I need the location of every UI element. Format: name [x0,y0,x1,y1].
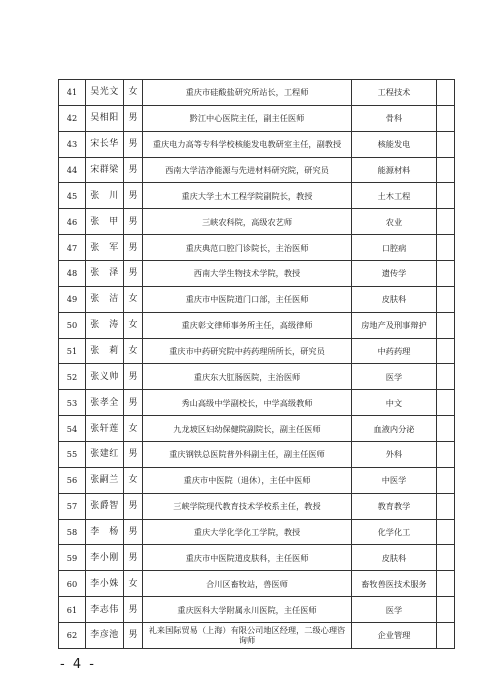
unit-and-title: 三峡农科院，高级农艺师 [143,209,352,235]
empty-cell [437,519,455,545]
specialty-field: 能源材料 [352,157,437,183]
gender: 男 [124,183,143,209]
empty-cell [437,623,455,649]
person-name: 李 杨 [86,519,124,545]
gender: 男 [124,131,143,157]
page-number: - 4 - [60,657,96,672]
specialty-field: 口腔病 [352,235,437,261]
empty-cell [437,286,455,312]
person-name: 吴光文 [86,80,124,106]
table-row [59,390,455,416]
row-number: 50 [59,312,86,338]
table-row [59,545,455,571]
table-row [59,286,455,312]
empty-cell [437,571,455,597]
gender: 男 [124,519,143,545]
unit-and-title: 西南大学生物技术学院，教授 [143,261,352,287]
row-number: 52 [59,364,86,390]
empty-cell [437,183,455,209]
person-name: 张孝全 [86,390,124,416]
empty-cell [437,235,455,261]
gender: 男 [124,390,143,416]
specialty-field: 皮肤科 [352,286,437,312]
person-name: 张 甲 [86,209,124,235]
empty-cell [437,131,455,157]
table-row [59,80,455,106]
expert-roster-table [58,79,455,649]
gender: 女 [124,80,143,106]
specialty-field: 房地产及刑事辩护 [352,312,437,338]
unit-and-title: 重庆典范口腔门诊院长，主治医师 [143,235,352,261]
gender: 女 [124,571,143,597]
table-row [59,416,455,442]
unit-and-title: 重庆大学土木工程学院副院长，教授 [143,183,352,209]
row-number: 54 [59,416,86,442]
empty-cell [437,105,455,131]
row-number: 58 [59,519,86,545]
person-name: 张 川 [86,183,124,209]
unit-and-title: 礼来国际贸易（上海）有限公司地区经理，二级心理咨询师 [143,623,352,649]
table-row [59,571,455,597]
unit-and-title: 重庆市硅酸盐研究所站长，工程师 [143,80,352,106]
empty-cell [437,312,455,338]
empty-cell [437,442,455,468]
table-row [59,261,455,287]
row-number: 53 [59,390,86,416]
gender: 女 [124,312,143,338]
row-number: 62 [59,623,86,649]
table-row [59,519,455,545]
empty-cell [437,545,455,571]
person-name: 宋长华 [86,131,124,157]
unit-and-title: 重庆电力高等专科学校核能发电教研室主任，副教授 [143,131,352,157]
empty-cell [437,467,455,493]
person-name: 李小刚 [86,545,124,571]
person-name: 张 泽 [86,261,124,287]
empty-cell [437,261,455,287]
gender: 男 [124,442,143,468]
unit-and-title: 重庆医科大学附属永川医院，主任医师 [143,597,352,623]
row-number: 44 [59,157,86,183]
roster-body [59,80,455,649]
row-number: 57 [59,493,86,519]
gender: 男 [124,597,143,623]
gender: 男 [124,364,143,390]
gender: 女 [124,286,143,312]
empty-cell [437,209,455,235]
unit-and-title: 重庆市中医院（退休），主任中医师 [143,467,352,493]
gender: 男 [124,209,143,235]
person-name: 张爵智 [86,493,124,519]
person-name: 张嗣兰 [86,467,124,493]
row-number: 46 [59,209,86,235]
person-name: 李彦池 [86,623,124,649]
specialty-field: 中文 [352,390,437,416]
unit-and-title: 重庆市中药研究院中药药理所所长，研究员 [143,338,352,364]
table-row [59,467,455,493]
table-row [59,105,455,131]
gender: 女 [124,416,143,442]
row-number: 49 [59,286,86,312]
gender: 男 [124,105,143,131]
gender: 女 [124,467,143,493]
row-number: 59 [59,545,86,571]
unit-and-title: 重庆钢铁总医院普外科副主任，副主任医师 [143,442,352,468]
table-row [59,183,455,209]
empty-cell [437,390,455,416]
empty-cell [437,597,455,623]
empty-cell [437,157,455,183]
specialty-field: 血液内分泌 [352,416,437,442]
person-name: 张 军 [86,235,124,261]
specialty-field: 医学 [352,364,437,390]
person-name: 李志伟 [86,597,124,623]
table-row [59,338,455,364]
specialty-field: 化学化工 [352,519,437,545]
row-number: 42 [59,105,86,131]
row-number: 48 [59,261,86,287]
specialty-field: 皮肤科 [352,545,437,571]
unit-and-title: 重庆大学化学化工学院，教授 [143,519,352,545]
empty-cell [437,416,455,442]
unit-and-title: 三峡学院现代教育技术学校系主任，教授 [143,493,352,519]
specialty-field: 中药药理 [352,338,437,364]
table-row [59,442,455,468]
table-row [59,623,455,649]
specialty-field: 遗传学 [352,261,437,287]
person-name: 张义帅 [86,364,124,390]
unit-and-title: 重庆彰文律师事务所主任，高级律师 [143,312,352,338]
table-row [59,493,455,519]
gender: 男 [124,157,143,183]
person-name: 吴相阳 [86,105,124,131]
gender: 男 [124,493,143,519]
specialty-field: 土木工程 [352,183,437,209]
table-row [59,131,455,157]
unit-and-title: 重庆市中医院道皮肤科，主任医师 [143,545,352,571]
specialty-field: 中医学 [352,467,437,493]
person-name: 张 洁 [86,286,124,312]
table-row [59,312,455,338]
empty-cell [437,364,455,390]
specialty-field: 企业管理 [352,623,437,649]
gender: 女 [124,338,143,364]
gender: 男 [124,261,143,287]
gender: 男 [124,235,143,261]
unit-and-title: 九龙坡区妇幼保健院副院长，副主任医师 [143,416,352,442]
specialty-field: 骨科 [352,105,437,131]
gender: 男 [124,545,143,571]
specialty-field: 农业 [352,209,437,235]
table-row [59,364,455,390]
table-row [59,209,455,235]
empty-cell [437,493,455,519]
row-number: 41 [59,80,86,106]
gender: 男 [124,623,143,649]
person-name: 张建红 [86,442,124,468]
row-number: 51 [59,338,86,364]
specialty-field: 教育教学 [352,493,437,519]
specialty-field: 外科 [352,442,437,468]
person-name: 张轩莲 [86,416,124,442]
unit-and-title: 秀山高级中学副校长，中学高级教师 [143,390,352,416]
table-row [59,597,455,623]
row-number: 45 [59,183,86,209]
row-number: 61 [59,597,86,623]
person-name: 李小姝 [86,571,124,597]
unit-and-title: 重庆市中医院道门口部，主任医师 [143,286,352,312]
unit-and-title: 黔江中心医院主任，副主任医师 [143,105,352,131]
specialty-field: 核能发电 [352,131,437,157]
empty-cell [437,80,455,106]
row-number: 47 [59,235,86,261]
row-number: 43 [59,131,86,157]
unit-and-title: 合川区畜牧站，兽医师 [143,571,352,597]
table-row [59,235,455,261]
row-number: 55 [59,442,86,468]
unit-and-title: 重庆东大肛肠医院，主治医师 [143,364,352,390]
table-row [59,157,455,183]
specialty-field: 医学 [352,597,437,623]
specialty-field: 工程技术 [352,80,437,106]
person-name: 张 莉 [86,338,124,364]
row-number: 56 [59,467,86,493]
person-name: 张 涛 [86,312,124,338]
person-name: 宋群梁 [86,157,124,183]
specialty-field: 畜牧兽医技术服务 [352,571,437,597]
row-number: 60 [59,571,86,597]
empty-cell [437,338,455,364]
unit-and-title: 西南大学洁净能源与先进材料研究院，研究员 [143,157,352,183]
